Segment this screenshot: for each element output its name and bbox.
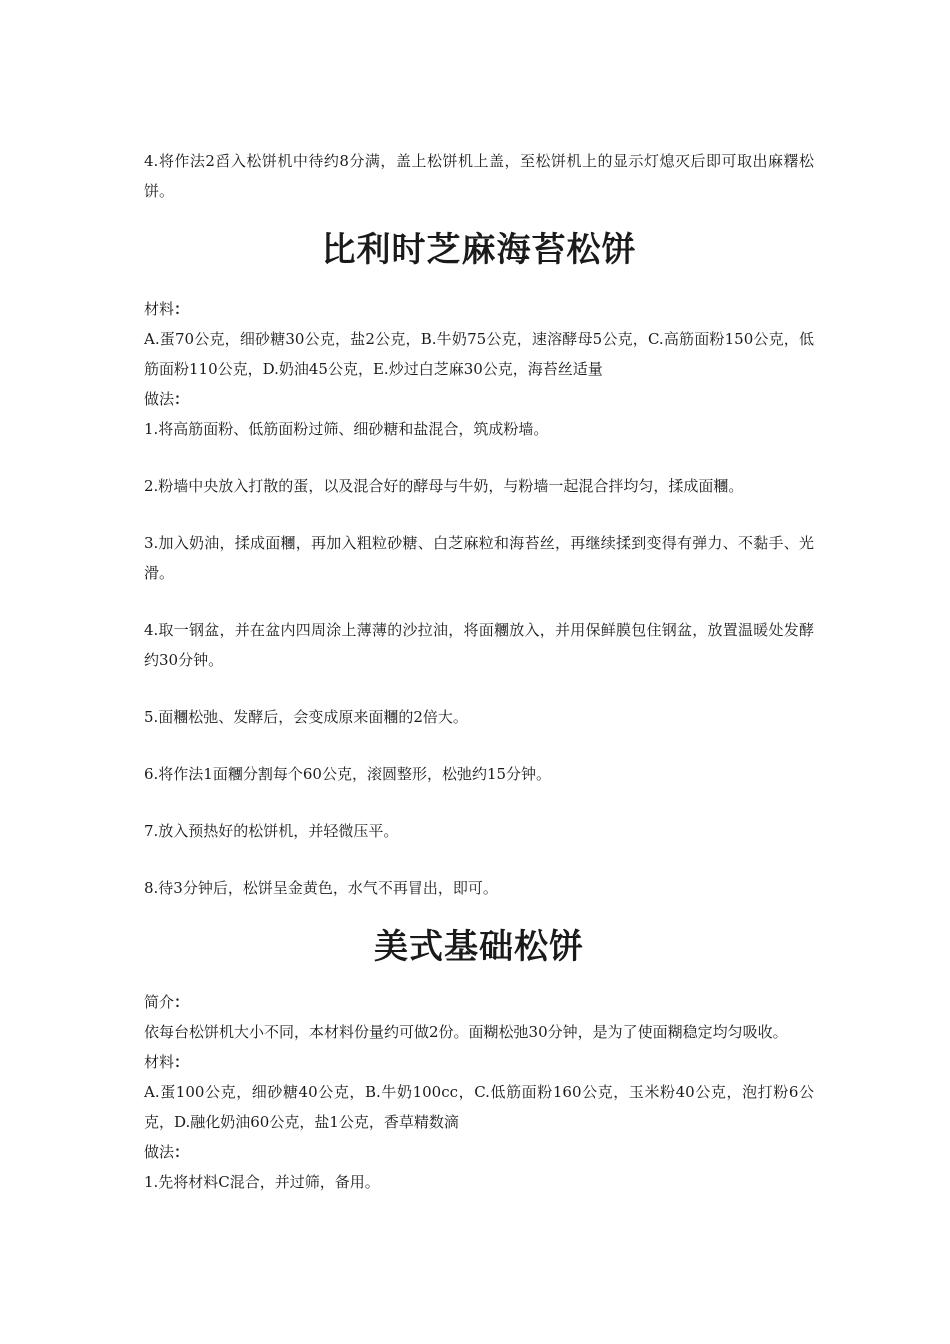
spacer: [144, 675, 814, 702]
materials-text: A.蛋70公克，细砂糖30公克，盐2公克，B.牛奶75公克，速溶酵母5公克，C.高筋面粉150公克，低筋面粉110公克，D.奶油45公克，E.炒过白芝麻30公克，海苔丝适量: [144, 330, 814, 378]
step-7: 7.放入预热好的松饼机，并轻微压平。: [144, 822, 399, 840]
step-5: 5.面糰松弛、发酵后，会变成原来面糰的2倍大。: [144, 708, 468, 726]
step-1: 1.将高筋面粉、低筋面粉过筛、细砂糖和盐混合，筑成粉墙。: [144, 420, 549, 438]
materials-text: A.蛋100公克，细砂糖40公克，B.牛奶100cc，C.低筋面粉160公克，玉米粉40公克，泡打粉6公克，D.融化奶油60公克，盐1公克，香草精数滴: [144, 1083, 814, 1131]
materials-label: 材料：: [144, 300, 190, 318]
step-6: 6.将作法1面糰分割每个60公克，滚圆整形，松弛约15分钟。: [144, 765, 552, 783]
spacer: [144, 444, 814, 471]
step-3: 3.加入奶油，揉成面糰，再加入粗粒砂糖、白芝麻粒和海苔丝，再继续揉到变得有弹力、不黏手、光滑。: [144, 534, 814, 582]
step-1: 1.先将材料C混合，并过筛，备用。: [144, 1173, 380, 1191]
spacer: [144, 588, 814, 615]
spacer: [144, 732, 814, 759]
spacer: [144, 789, 814, 816]
step-2: 2.粉墙中央放入打散的蛋，以及混合好的酵母与牛奶，与粉墙一起混合拌均匀，揉成面糰。: [144, 477, 744, 495]
document-content: [144, 146, 814, 1197]
spacer: [144, 846, 814, 873]
method-label: 做法：: [144, 1143, 190, 1161]
materials-label: 材料：: [144, 1053, 190, 1071]
spacer: [144, 501, 814, 528]
recipe-title-belgian-sesame-seaweed-waffle: 比利时芝麻海苔松饼: [321, 230, 637, 270]
intro-label: 简介：: [144, 993, 190, 1011]
step-4: 4.取一钢盆，并在盆内四周涂上薄薄的沙拉油，将面糰放入，并用保鲜膜包住钢盆，放置温暖处发酵约30分钟。: [144, 621, 814, 669]
intro-step-4: 4.将作法2舀入松饼机中待约8分满，盖上松饼机上盖，至松饼机上的显示灯熄灭后即可取出麻糬松饼。: [144, 152, 814, 200]
method-label: 做法：: [144, 390, 190, 408]
recipe-title-american-basic-waffle: 美式基础松饼: [374, 927, 584, 967]
step-8: 8.待3分钟后，松饼呈金黄色，水气不再冒出，即可。: [144, 879, 498, 897]
intro-text: 依每台松饼机大小不同，本材料份量约可做2份。面糊松弛30分钟，是为了使面糊稳定均匀吸收。: [144, 1023, 788, 1041]
